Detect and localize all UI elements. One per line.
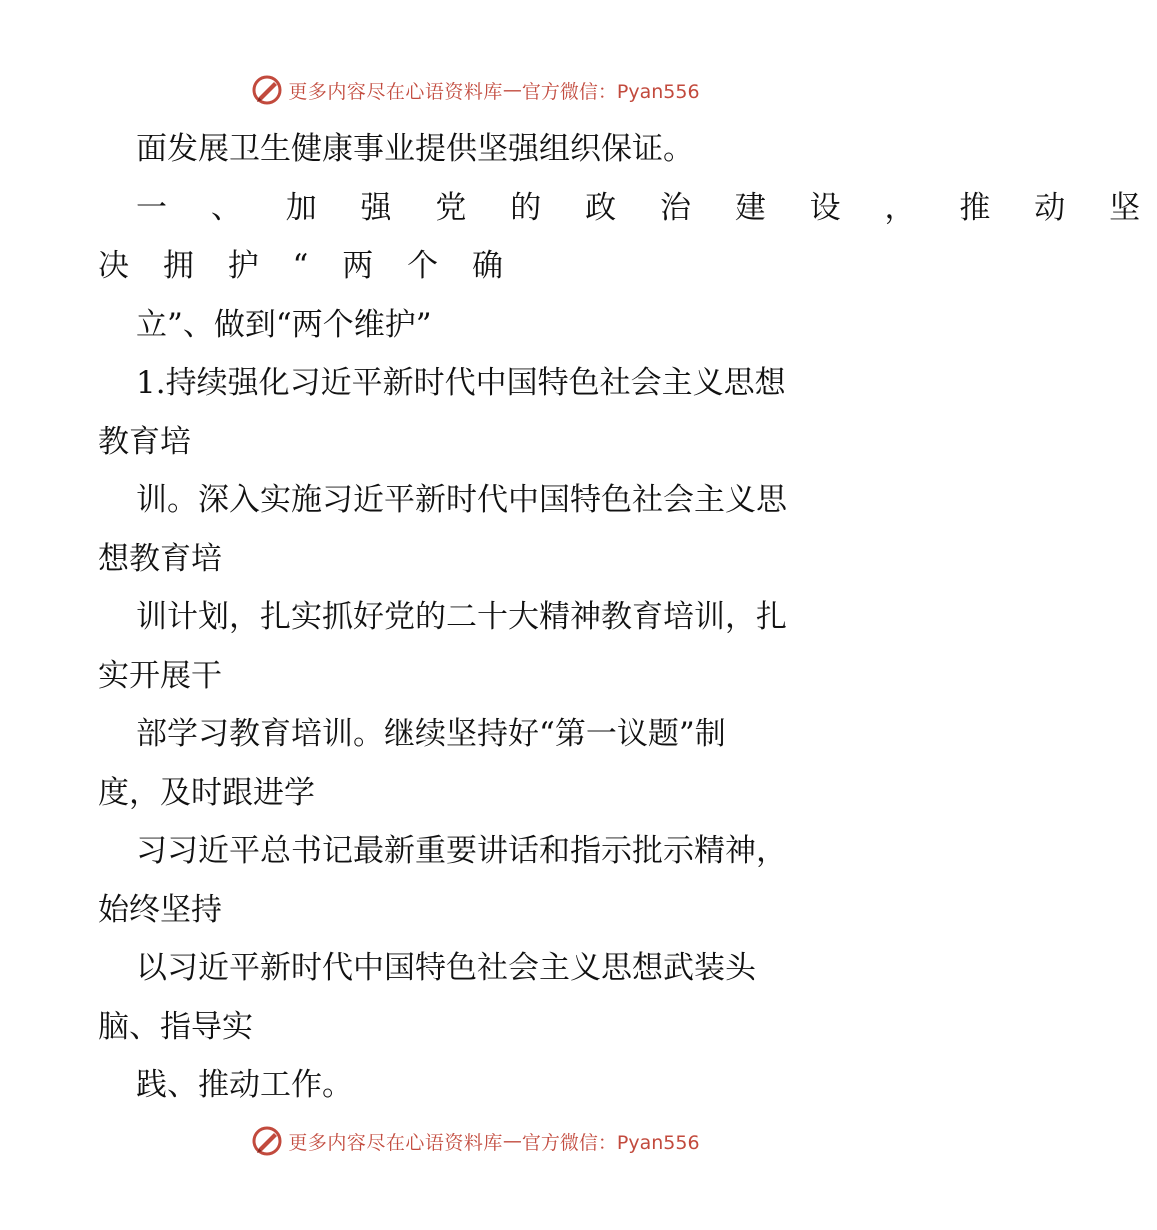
banner-separator: —: [502, 1130, 522, 1152]
paragraph-line: 想教育培: [98, 540, 222, 577]
banner-wechat-text: 官方微信：Pyan556: [521, 1131, 700, 1154]
paragraph-line: 始终坚持: [98, 891, 222, 928]
footer-banner: [0, 1121, 950, 1161]
paragraph-line: 训计划，扎实抓好党的二十大精神教育培训，扎: [136, 599, 787, 635]
paragraph-line: 教育培: [98, 423, 191, 460]
paragraph-line: 度，及时跟进学: [98, 774, 315, 811]
banner-site-text: 更多内容尽在心语资料库: [288, 1131, 503, 1154]
paragraph-line: 部学习教育培训。继续坚持好“第一议题”制: [136, 716, 726, 752]
banner-wechat-text: 官方微信：Pyan556: [521, 80, 700, 103]
paragraph-line: 训。深入实施习近平新时代中国特色社会主义思: [136, 482, 787, 518]
paragraph-line: 1.持续强化习近平新时代中国特色社会主义思想: [136, 365, 786, 401]
document-body: [98, 120, 1157, 1115]
section-heading-line: 决 拥 护 “ 两 个 确: [98, 248, 515, 284]
paragraph-line: 习习近平总书记最新重要讲话和指示批示精神，: [136, 833, 787, 869]
banner-separator: —: [502, 79, 522, 101]
paragraph-line: 面发展卫生健康事业提供坚强组织保证。: [136, 131, 694, 167]
pen-circle-logo-icon: [250, 1124, 284, 1158]
section-heading-line: 一 、 加 强 党 的 政 治 建 设 ， 推 动 坚: [136, 189, 1157, 226]
paragraph-line: 实开展干: [98, 657, 222, 694]
paragraph-line: 脑、指导实: [98, 1008, 253, 1045]
paragraph-line: 以习近平新时代中国特色社会主义思想武装头: [136, 950, 756, 986]
pen-circle-logo-icon: [250, 73, 284, 107]
header-banner: [0, 70, 950, 110]
section-heading-line: 立”、做到“两个维护”: [136, 306, 432, 343]
banner-site-text: 更多内容尽在心语资料库: [288, 80, 503, 103]
paragraph-line: 践、推动工作。: [136, 1067, 353, 1103]
